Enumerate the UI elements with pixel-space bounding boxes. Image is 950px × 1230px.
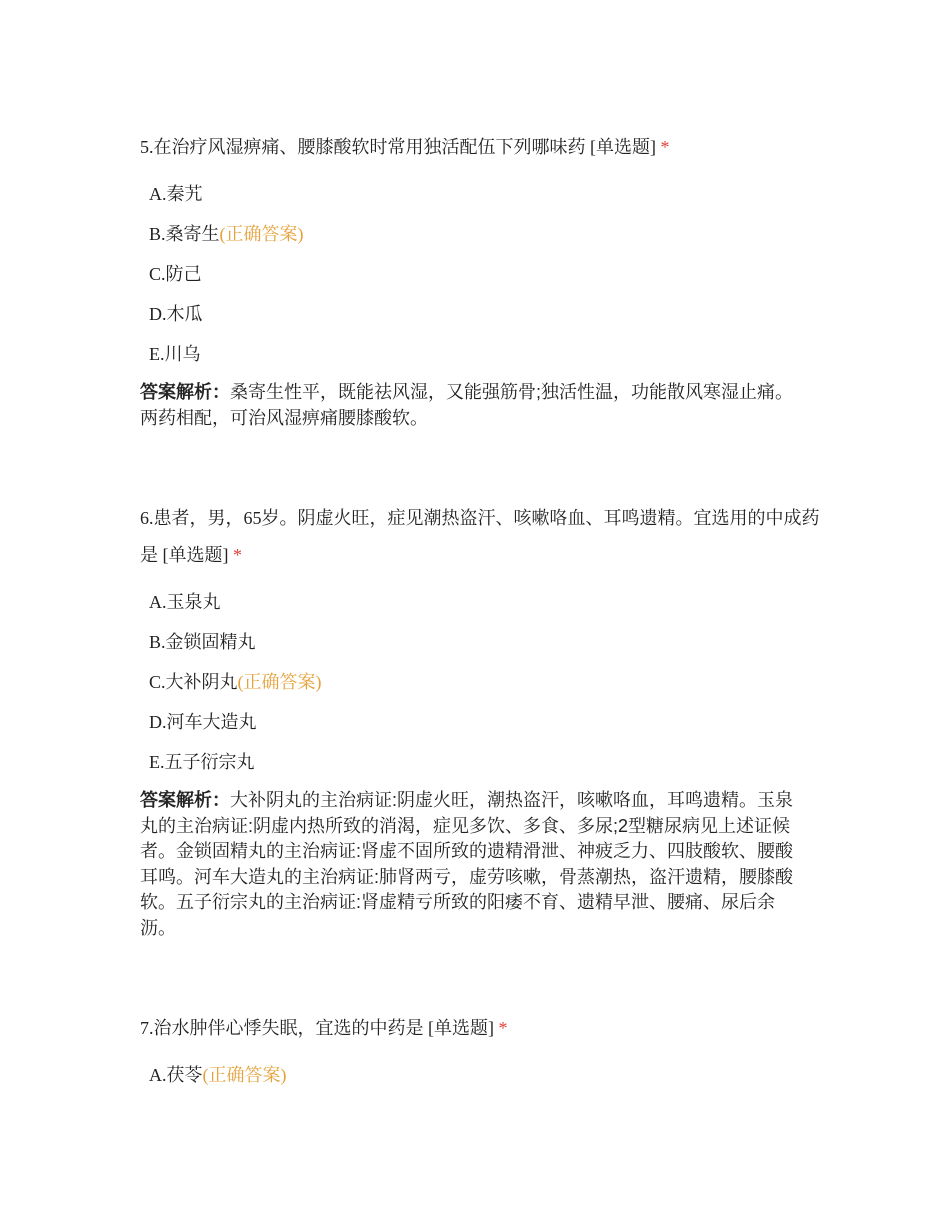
answer-analysis <box>140 380 805 431</box>
analysis-text: 桑寄生性平，既能祛风湿，又能强筋骨;独活性温，功能散风寒湿止痛。两药相配，可治风湿痹痛腰膝酸软。 <box>140 382 793 428</box>
required-mark: * <box>498 1018 508 1038</box>
required-mark: * <box>660 137 670 157</box>
option-d: D.木瓜 <box>149 304 203 324</box>
analysis-label: 答案解析： <box>140 790 230 810</box>
correct-answer-tag: (正确答案) <box>237 672 322 692</box>
option-e: E.川乌 <box>149 344 201 364</box>
option-d: D.河车大造丸 <box>149 712 257 732</box>
option-a: A.茯苓(正确答案) <box>149 1065 287 1085</box>
option-list <box>140 174 820 374</box>
analysis-text: 大补阴丸的主治病证:阴虚火旺，潮热盗汗，咳嗽咯血，耳鸣遗精。玉泉丸的主治病证:阴虚内热所致的消渴，症见多饮、多食、多尿;2型糖尿病见上述证候者。金锁固精丸的主治病证:肾虚不固所致的遗精滑泄、神疲乏力、四肢酸软、腰酸耳鸣。河车大造丸的主治病证:肺肾两亏，虚劳咳嗽，骨蒸潮热，盗汗遗精，腰膝酸软。五子衍宗丸的主治病证:肾虚精亏所致的阳痿不育、遗精早泄、腰痛、尿后余沥。 <box>140 790 793 938</box>
option-b: B.桑寄生(正确答案) <box>149 224 304 244</box>
analysis-label: 答案解析： <box>140 382 230 402</box>
question-7 <box>140 1010 820 1095</box>
option-a: A.秦艽 <box>149 184 203 204</box>
question-title: 6.患者，男，65岁。阴虚火旺，症见潮热盗汗、咳嗽咯血、耳鸣遗精。宜选用的中成药是 [单选题] * <box>140 508 820 565</box>
question-5 <box>140 129 820 431</box>
question-title: 5.在治疗风湿痹痛、腰膝酸软时常用独活配伍下列哪味药 [单选题] * <box>140 137 670 157</box>
question-6 <box>140 500 820 941</box>
correct-answer-tag: (正确答案) <box>219 224 304 244</box>
option-e: E.五子衍宗丸 <box>149 752 255 772</box>
option-list <box>140 1055 820 1095</box>
option-b: B.金锁固精丸 <box>149 632 256 652</box>
option-list <box>140 582 820 782</box>
required-mark: * <box>233 545 242 565</box>
correct-answer-tag: (正确答案) <box>202 1065 287 1085</box>
option-c: C.防己 <box>149 264 202 284</box>
question-title: 7.治水肿伴心悸失眠，宜选的中药是 [单选题] * <box>140 1018 508 1038</box>
option-a: A.玉泉丸 <box>149 592 221 612</box>
answer-analysis <box>140 788 805 941</box>
option-c: C.大补阴丸(正确答案) <box>149 672 322 692</box>
